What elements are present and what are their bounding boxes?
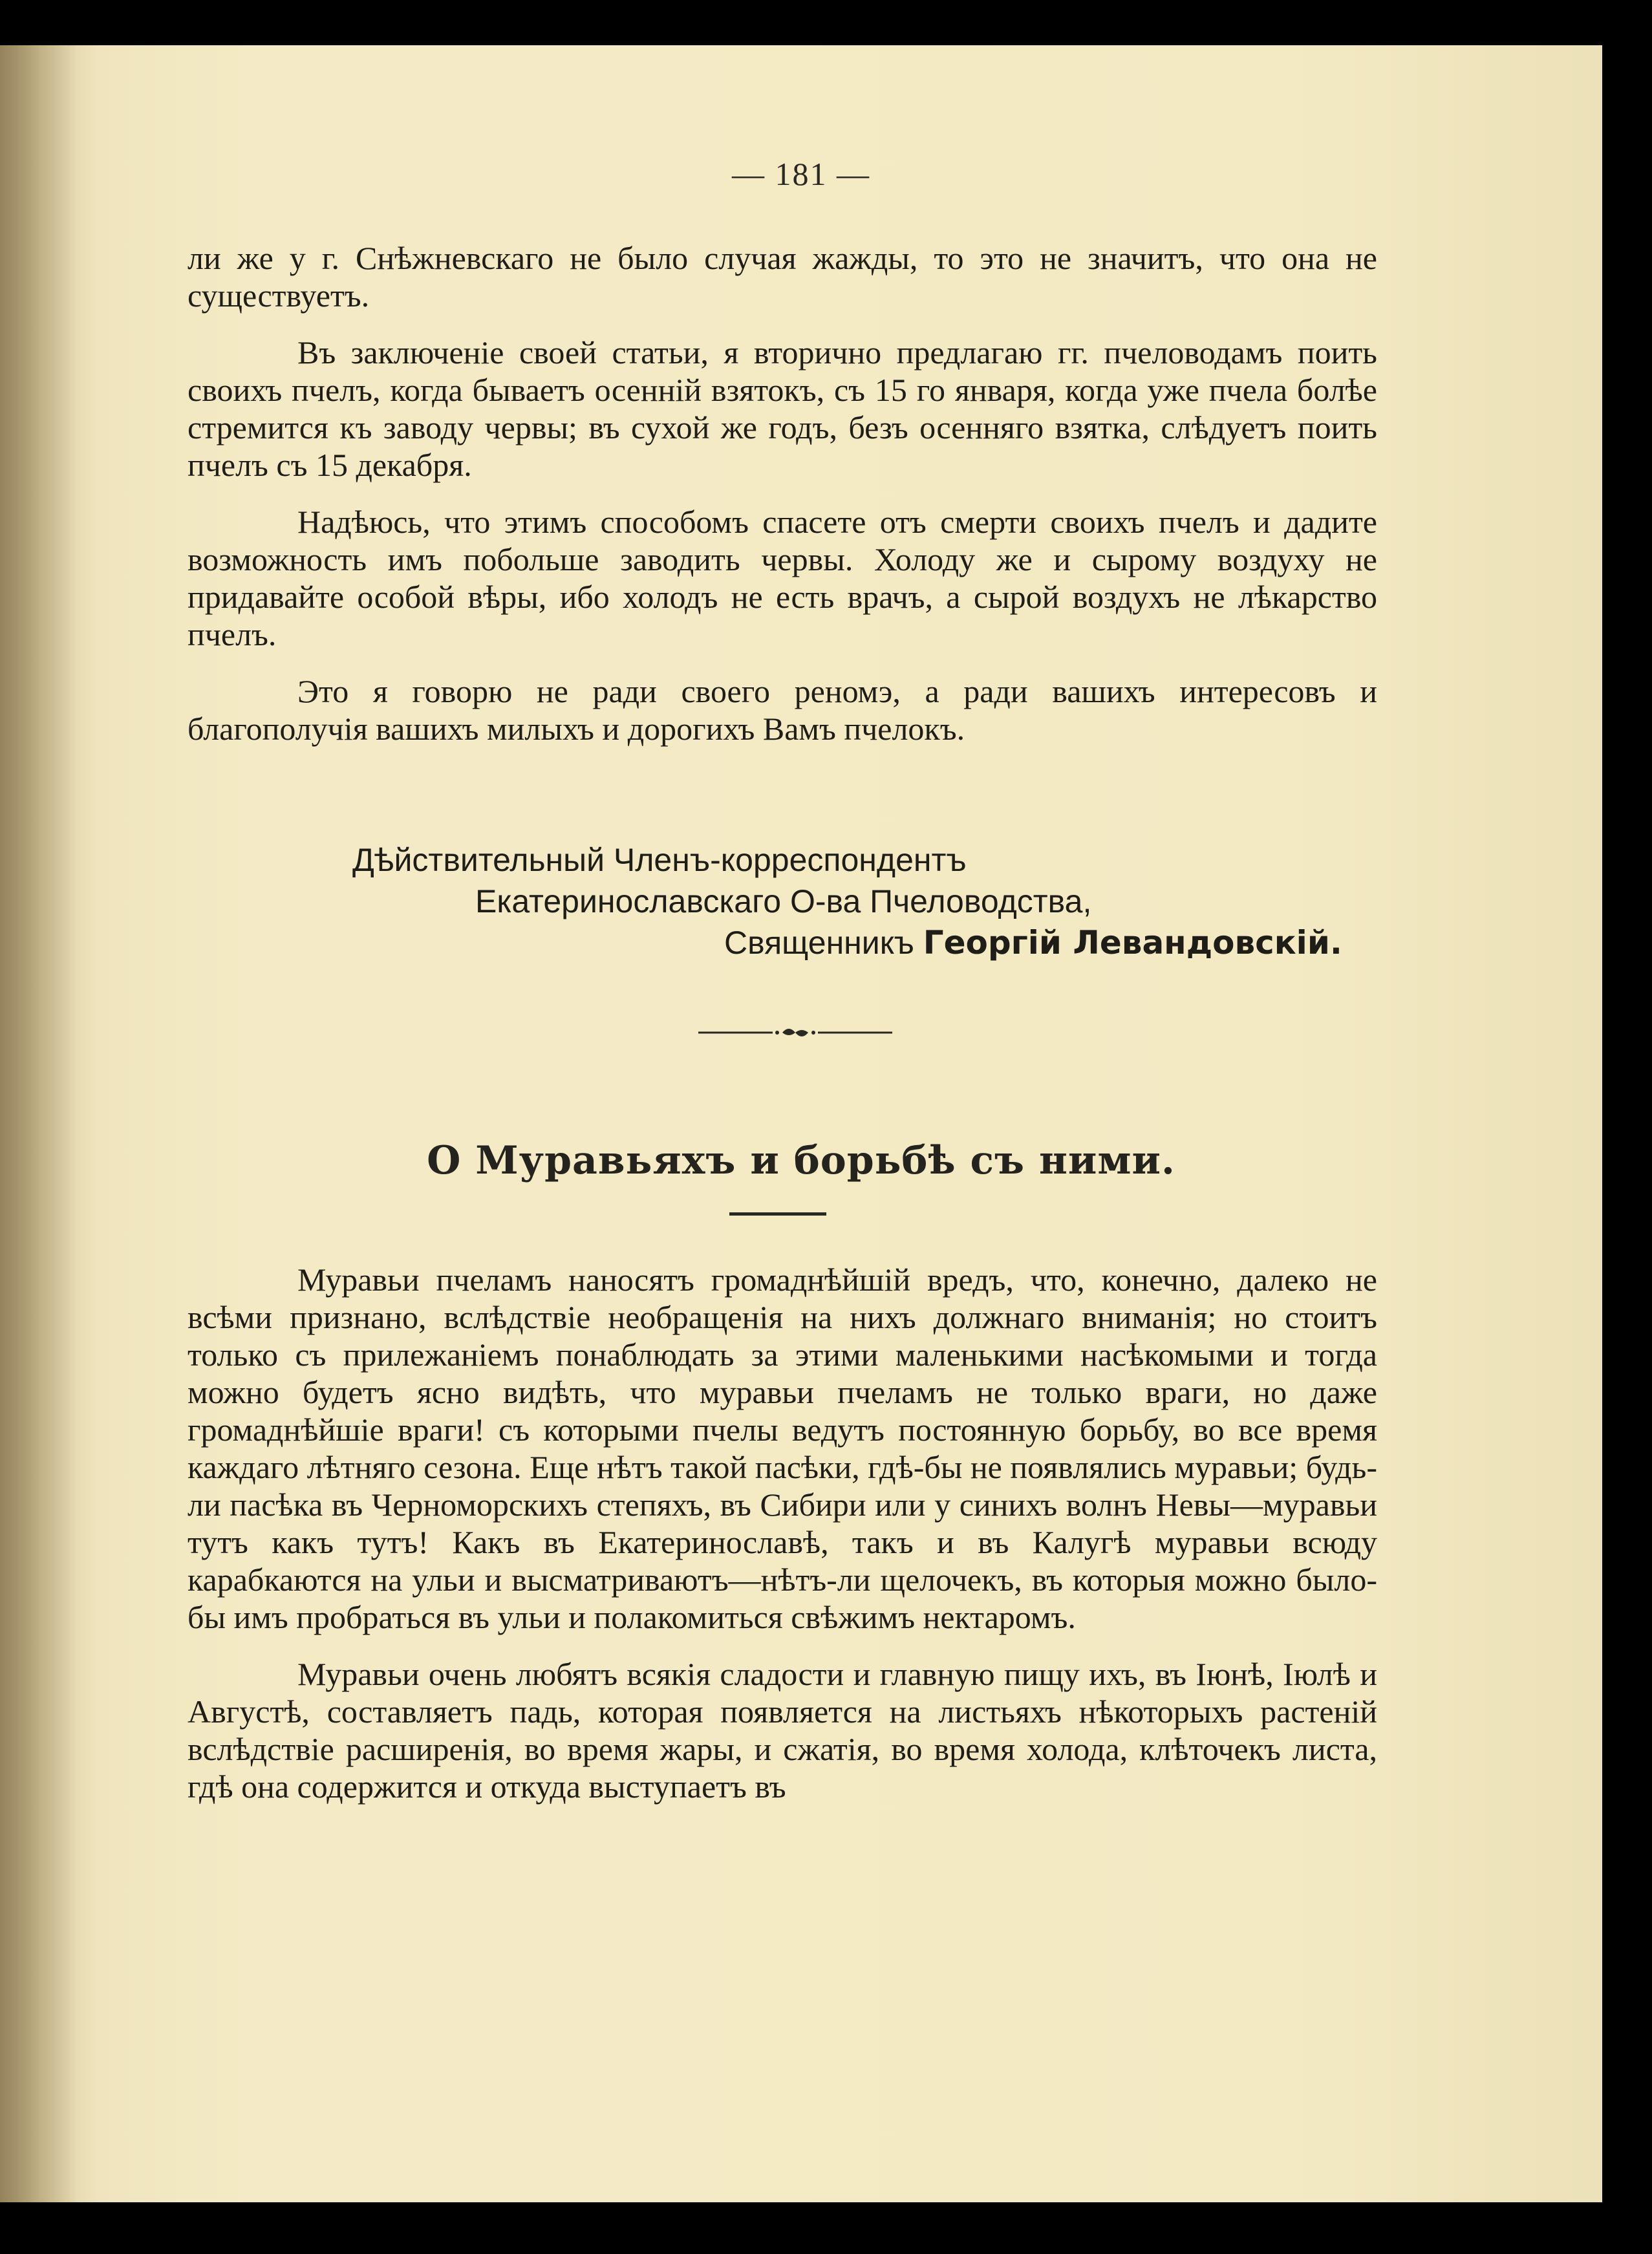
paragraph: ли же у г. Снѣжневскаго не было случая жажды, то это не значитъ, что она не существуетъ.	[188, 240, 1377, 314]
signature-author-name: Георгій Левандовскій.	[923, 924, 1342, 961]
book-page	[0, 45, 1602, 2202]
article-body	[188, 1261, 1377, 1805]
article-title: О Муравьяхъ и борьбѣ съ ними.	[427, 1138, 1175, 1183]
signature-line-2: Екатеринославскаго О-ва Пчеловодства,	[475, 883, 1092, 919]
paragraph: Это я говорю не ради своего реномэ, а ради вашихъ интересовъ и благополучія вашихъ милыхъ и дорогихъ Вамъ пчелокъ.	[188, 673, 1377, 747]
paragraph: Надѣюсь, что этимъ способомъ спасете отъ смерти своихъ пчелъ и дадите возможность имъ побольше заводить червы. Холоду же и сырому воздуху не придавайте особой вѣры, ибо холодъ не есть врачъ, а сырой воздухъ не лѣкарство пчелъ.	[188, 504, 1377, 652]
signature-line-3	[724, 922, 1342, 963]
page-number: — 181 —	[732, 156, 870, 192]
signature-line-1: Дѣйствительный Членъ-корреспондентъ	[352, 842, 967, 878]
article-continuation	[188, 239, 1377, 747]
paragraph: Муравьи очень любятъ всякія сладости и главную пищу ихъ, въ Іюнѣ, Іюлѣ и Августѣ, составляетъ падь, которая появляется на листьяхъ нѣкоторыхъ растеній вслѣдствіе расширенія, во время жары, и сжатія, во время холода, клѣточекъ листа, гдѣ она содержится и откуда выступаетъ въ	[188, 1656, 1377, 1805]
title-rule	[729, 1212, 826, 1216]
ornamental-divider	[698, 1025, 892, 1040]
signature-title: Священникъ	[724, 925, 923, 961]
paragraph: Муравьи пчеламъ наносятъ громаднѣйшій вредъ, что, конечно, далеко не всѣми признано, вслѣдствіе необращенія на нихъ должнаго вниманія; но стоитъ только съ прилежаніемъ понаблюдать за этими маленькими насѣкомыми и тогда можно будетъ ясно видѣть, что муравьи пчеламъ не только враги, но даже громаднѣйшіе враги! съ которыми пчелы ведутъ постоянную борьбу, во все время каждаго лѣтняго сезона. Еще нѣтъ такой пасѣки, гдѣ-бы не появлялись муравьи; будь-ли пасѣка въ Черноморскихъ степяхъ, въ Сибири или у синихъ волнъ Невы—муравьи тутъ какъ тутъ! Какъ въ Екатеринославѣ, такъ и въ Калугѣ муравьи всюду карабкаются на ульи и высматриваютъ—нѣтъ-ли щелочекъ, въ которыя можно было-бы имъ пробраться въ ульи и полакомиться свѣжимъ нектаромъ.	[188, 1261, 1377, 1635]
paragraph: Въ заключеніе своей статьи, я вторично предлагаю гг. пчеловодамъ поить своихъ пчелъ, когда бываетъ осенній взятокъ, съ 15 го января, когда уже пчела болѣе стремится къ заводу червы; въ сухой же годъ, безъ осенняго взятка, слѣдуетъ поить пчелъ съ 15 декабря.	[188, 334, 1377, 483]
